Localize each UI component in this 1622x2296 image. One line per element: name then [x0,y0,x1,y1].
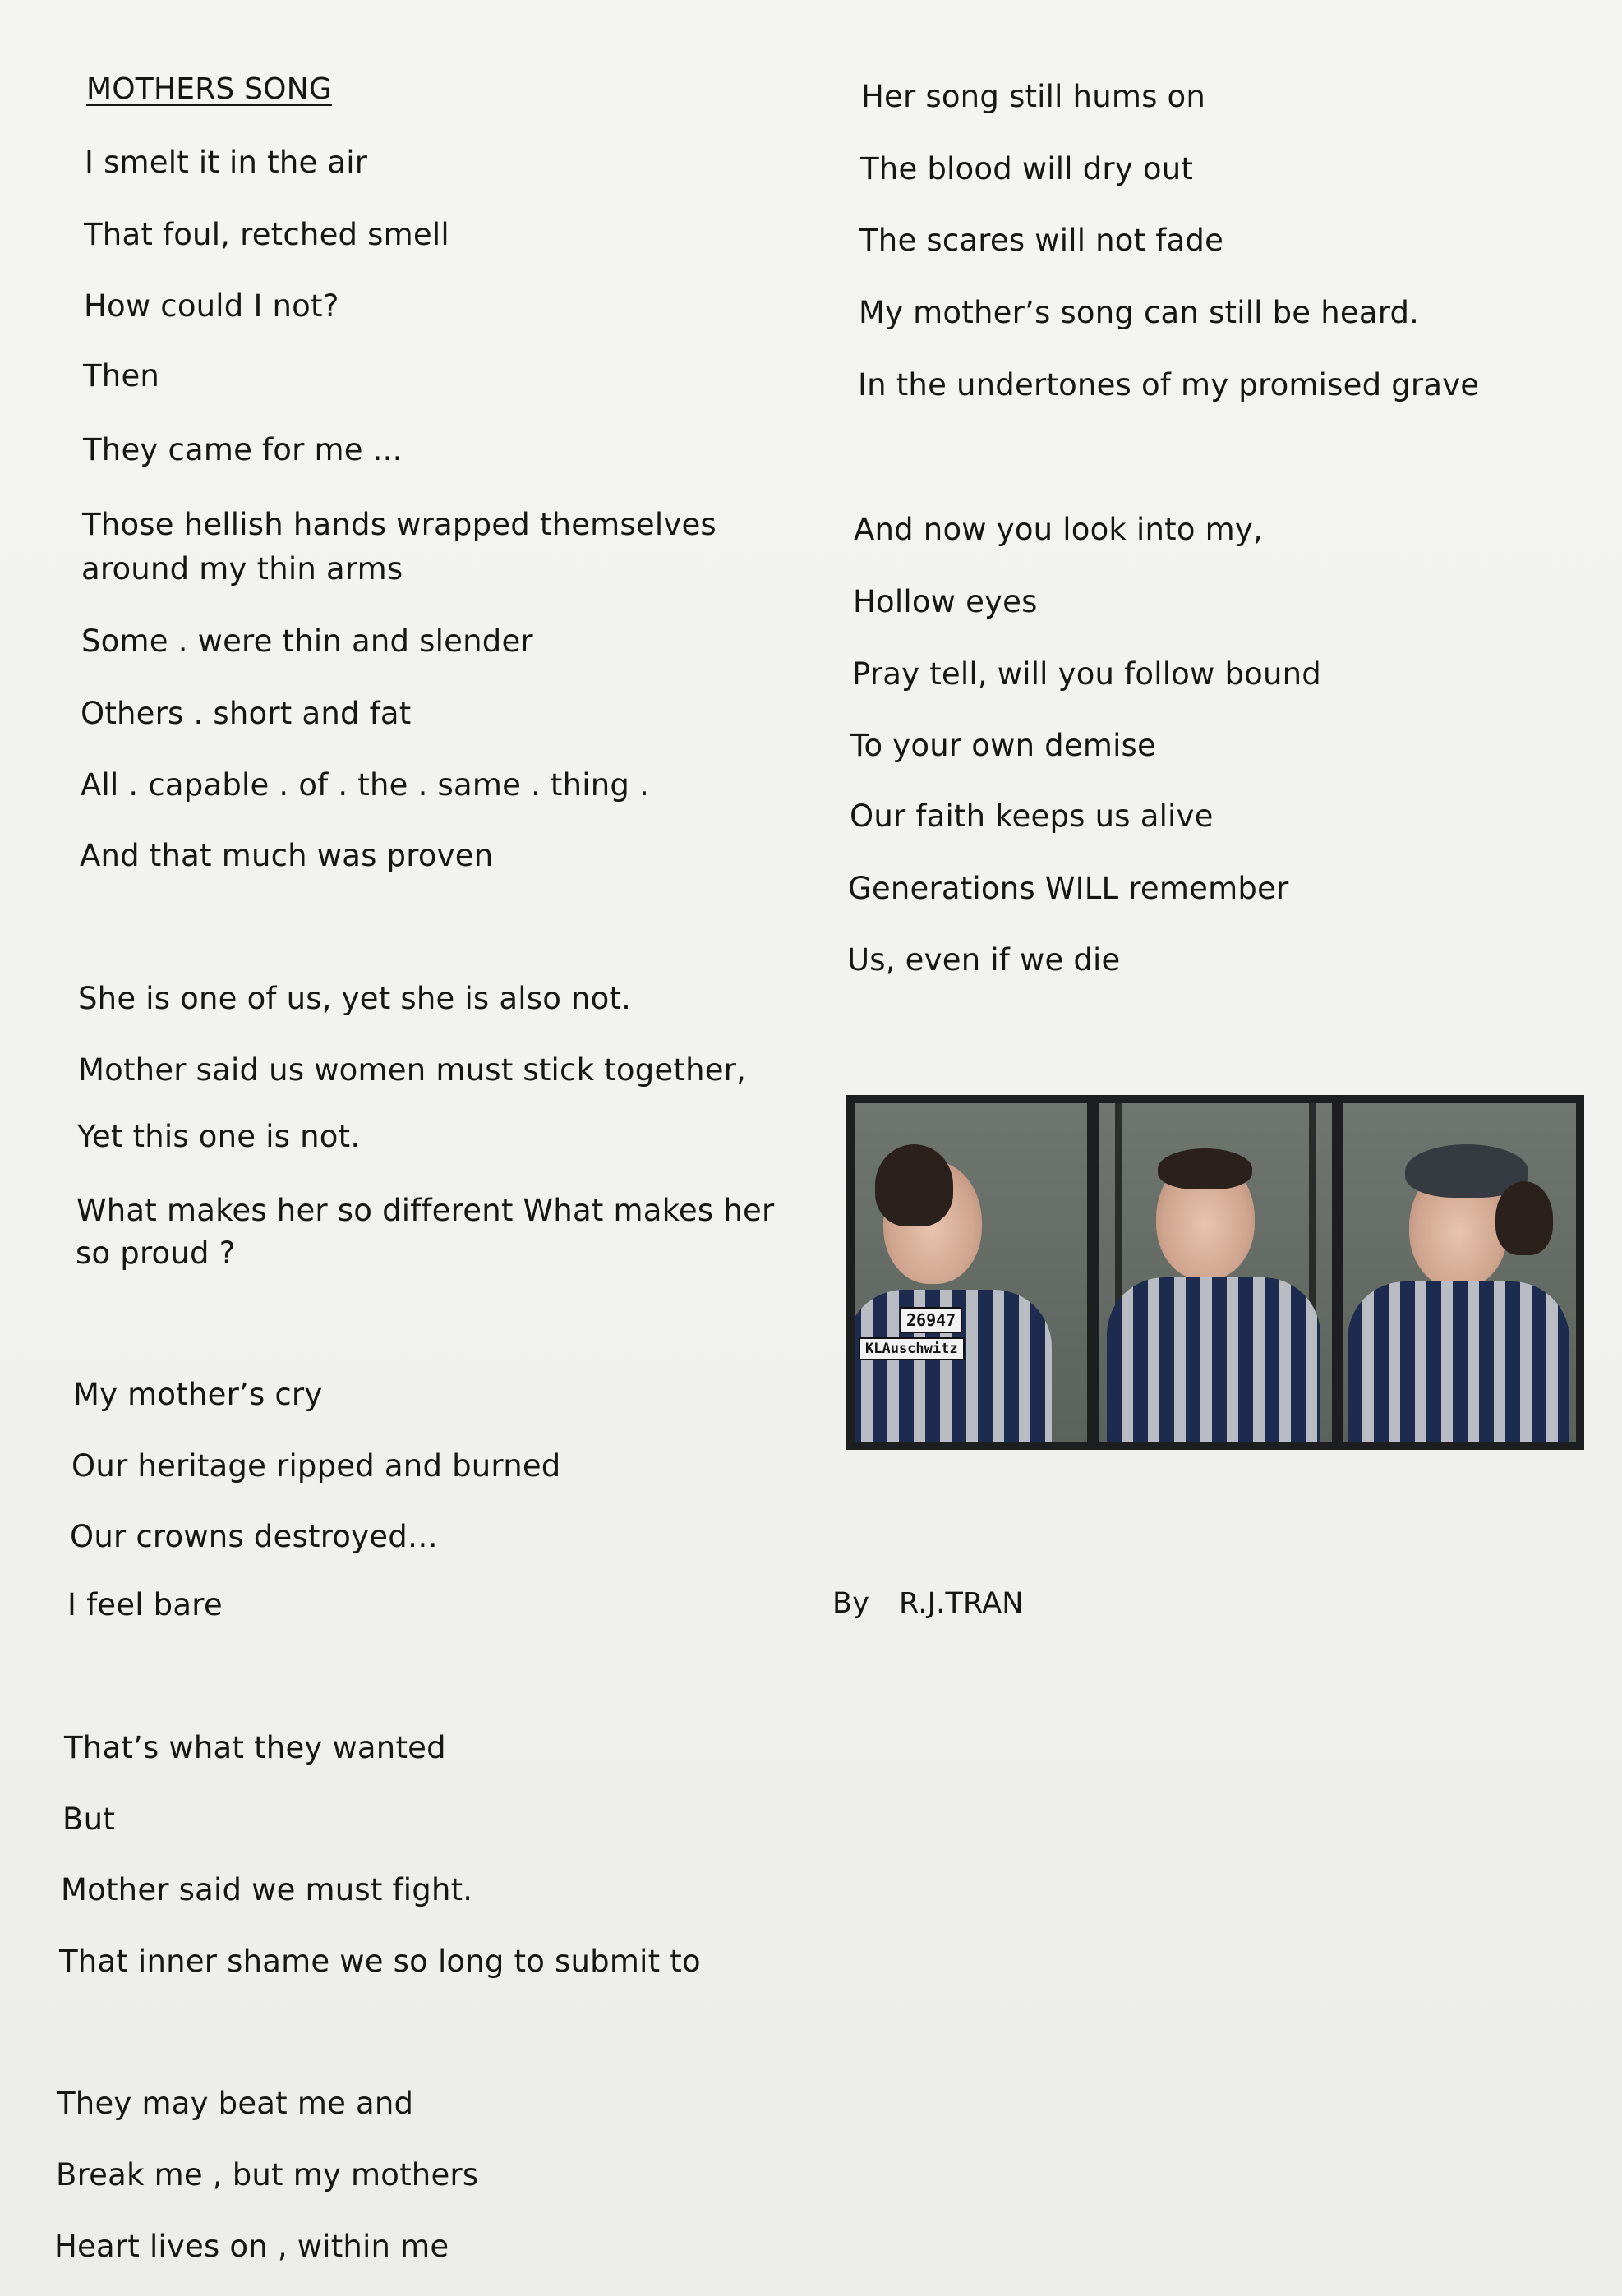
poem-line: That foul, retched smell [84,217,449,252]
poem-line: Mother said us women must stick together, [78,1052,747,1088]
prisoner-photograph [846,1095,1584,1450]
striped-uniform [1348,1281,1569,1442]
poem-line: Yet this one is not. [77,1119,361,1154]
poem-line: The blood will dry out [860,151,1194,186]
poem-line: so proud ? [76,1235,236,1271]
byline-prefix: By [832,1587,870,1620]
poem-line: Heart lives on , within me [54,2229,449,2264]
poem-line: Pray tell, will you follow bound [852,656,1321,692]
striped-uniform [1107,1277,1320,1442]
poem-line: That inner shame we so long to submit to [59,1944,701,1979]
photo-panel-front [1099,1103,1331,1442]
poem-line: Mother said we must fight. [61,1872,473,1907]
poem-line: Our heritage ripped and burned [71,1448,561,1484]
poem-line: around my thin arms [81,551,403,587]
poem-line: I feel bare [67,1587,223,1622]
poem-line: I smelt it in the air [85,145,368,180]
poem-line: And now you look into my, [854,512,1263,547]
poem-line: Break me , but my mothers [56,2157,479,2192]
poem-title: MOTHERS SONG [86,72,332,106]
poem-line: Others . short and fat [81,696,412,731]
poem-line: Us, even if we die [847,942,1121,978]
poem-line: Our faith keeps us alive [850,798,1214,834]
portrait-hair [875,1144,953,1226]
poem-line: The scares will not fade [859,223,1224,258]
poem-line: What makes her so different What makes her [76,1193,775,1228]
poem-line: Our crowns destroyed… [70,1519,439,1554]
poem-line: They came for me ... [83,432,403,467]
poem-line: But [62,1801,115,1837]
portrait-hair [1495,1181,1553,1255]
poem-line: In the undertones of my promised grave [858,367,1480,403]
poem-line: My mother’s song can still be heard. [859,295,1420,330]
camp-name-tag: KLAuschwitz [859,1337,965,1360]
photo-panel-three-quarter [1343,1103,1576,1442]
poem-line: How could I not? [84,288,339,324]
poem-line: My mother’s cry [73,1377,323,1412]
poem-line: All . capable . of . the . same . thing . [81,767,650,803]
poem-line: Generations WILL remember [848,871,1289,906]
portrait-hair [1158,1148,1252,1189]
poem-line: Hollow eyes [853,584,1038,619]
poem-line: Her song still hums on [861,79,1206,114]
prisoner-number-tag: 26947 [900,1307,962,1333]
poem-line: And that much was proven [80,838,494,873]
poem-line: Then [83,358,160,393]
poem-line: She is one of us, yet she is also not. [78,981,632,1016]
poem-line: They may beat me and [57,2086,414,2121]
poem-line: To your own demise [850,728,1156,763]
poem-line: Those hellish hands wrapped themselves [82,507,717,542]
author-name: R.J.TRAN [899,1587,1024,1620]
photo-panel-profile [855,1103,1087,1442]
poem-line: That’s what they wanted [64,1730,446,1765]
poem-line: Some . were thin and slender [81,623,533,659]
